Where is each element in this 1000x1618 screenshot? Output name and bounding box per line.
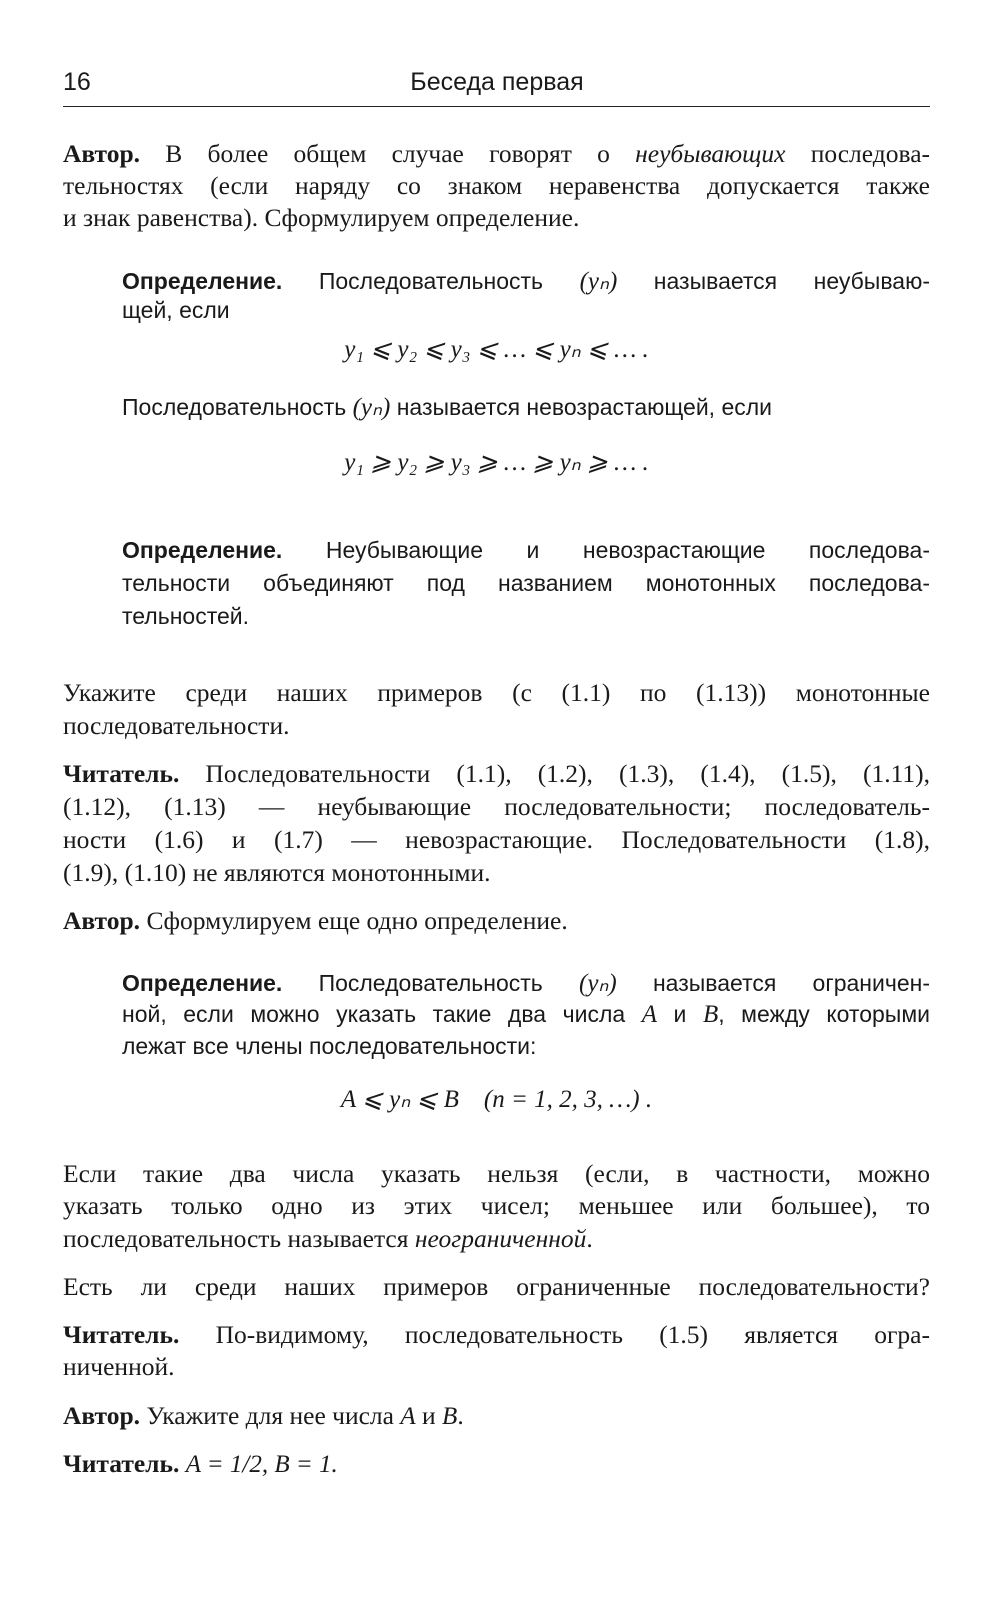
math-expression: B xyxy=(442,1403,458,1430)
text-line xyxy=(63,906,930,938)
text: последовательность называется xyxy=(63,1224,415,1253)
text: ной, если можно указать такие два числа xyxy=(122,1001,642,1027)
text: тельности объединяют под названием монотонных последова- xyxy=(122,570,930,596)
math-expression: (yₙ) xyxy=(579,970,617,997)
text-line xyxy=(122,968,930,1000)
text: и xyxy=(415,1401,443,1430)
math-expression: (yₙ) xyxy=(352,394,391,421)
text-line xyxy=(63,1401,930,1433)
header-rule xyxy=(63,106,930,107)
text: , между которыми xyxy=(718,1001,930,1027)
math-expression: (yₙ) xyxy=(579,268,618,295)
page-number: 16 xyxy=(63,68,91,96)
text: Последовательность xyxy=(282,268,580,294)
text: ности (1.6) и (1.7) — невозрастающие. Последовательности (1.8), xyxy=(63,825,930,854)
emphasis: неограниченной xyxy=(414,1224,587,1253)
text-line xyxy=(63,139,930,171)
text-line xyxy=(122,603,930,635)
speaker-label: Читатель. xyxy=(63,759,180,788)
text: В более общем случае говорят о xyxy=(140,139,636,168)
text: . xyxy=(457,1401,464,1430)
text-line xyxy=(63,1449,930,1481)
running-title: Беседа первая xyxy=(410,68,584,96)
text: щей, если xyxy=(122,297,230,323)
speaker-label: Автор. xyxy=(63,906,141,935)
text: называется невозрастающей, если xyxy=(390,394,773,420)
text: . xyxy=(586,1224,593,1253)
text: Последовательность xyxy=(122,394,353,420)
text-line xyxy=(122,266,930,298)
text: последова- xyxy=(785,139,931,168)
text-line xyxy=(63,171,930,203)
text: последовательности. xyxy=(63,711,290,740)
speaker-label: Автор. xyxy=(63,1401,141,1430)
text: тельностях (если наряду со знаком неравенства допускается также xyxy=(63,171,930,200)
text: Неубывающие и невозрастающие последова- xyxy=(282,537,930,563)
speaker-label: Определение. xyxy=(122,537,283,563)
speaker-label: Определение. xyxy=(122,268,283,294)
text-line xyxy=(63,792,930,824)
math-expression: A xyxy=(641,1001,657,1028)
text: (1.9), (1.10) не являются монотонными. xyxy=(63,858,491,887)
text: и xyxy=(657,1001,703,1027)
text: Последовательности (1.1), (1.2), (1.3), (1.4), (1.5), (1.11), xyxy=(179,759,930,788)
text: указать только одно из этих чисел; меньшее или большее), то xyxy=(63,1191,930,1220)
text-line xyxy=(63,1352,930,1384)
text: Укажите среди наших примеров (с (1.1) по (1.13)) монотонные xyxy=(63,678,930,707)
text-line xyxy=(63,825,930,857)
text: y₁ ⩽ y₂ ⩽ y₃ ⩽ … ⩽ yₙ ⩽ … . xyxy=(344,336,649,363)
text-line xyxy=(63,1224,930,1256)
text-line xyxy=(63,203,930,235)
text-line xyxy=(122,570,930,602)
text: Сформулируем еще одно определение. xyxy=(140,906,568,935)
text: A ⩽ yₙ ⩽ B (n = 1, 2, 3, …) . xyxy=(340,1086,653,1113)
text-line xyxy=(63,678,930,710)
speaker-label: Читатель. xyxy=(63,1320,180,1349)
text-line xyxy=(63,1159,930,1191)
text-line xyxy=(63,1191,930,1223)
speaker-label: Читатель. xyxy=(63,1449,180,1478)
emphasis: неубывающих xyxy=(635,139,786,168)
math-expression: A xyxy=(400,1403,416,1430)
text-line xyxy=(63,1272,930,1304)
speaker-label: Автор. xyxy=(63,139,141,168)
text: Если такие два числа указать нельзя (если, в частности, можно xyxy=(63,1159,930,1188)
text-line xyxy=(63,759,930,791)
text-line xyxy=(63,711,930,743)
text-line xyxy=(122,297,930,329)
text: Последовательность xyxy=(282,970,580,996)
math-expression: B xyxy=(702,1001,719,1028)
text: лежат все члены последовательности: xyxy=(122,1033,537,1059)
text: называется неубываю- xyxy=(617,268,930,294)
formula xyxy=(63,334,930,366)
text: тельностей. xyxy=(122,603,250,629)
text-line xyxy=(122,537,930,569)
text-line xyxy=(63,1320,930,1352)
text: и знак равенства). Сформулируем определение. xyxy=(63,203,580,232)
text-line xyxy=(122,1033,930,1065)
text-line xyxy=(122,1001,930,1033)
text-line xyxy=(63,858,930,890)
text: (1.12), (1.13) — неубывающие последовательности; последователь- xyxy=(63,792,930,821)
text: ниченной. xyxy=(63,1352,175,1381)
text: По-видимому, последовательность (1.5) является огра- xyxy=(179,1320,930,1349)
text: называется ограничен- xyxy=(616,970,930,996)
speaker-label: Определение. xyxy=(122,970,283,996)
formula xyxy=(63,1084,930,1116)
text-line xyxy=(122,392,930,424)
text: y₁ ⩾ y₂ ⩾ y₃ ⩾ … ⩾ yₙ ⩾ … . xyxy=(344,449,649,476)
formula xyxy=(63,447,930,479)
text: Есть ли среди наших примеров ограниченные последовательности? xyxy=(63,1272,930,1301)
text: Укажите для нее числа xyxy=(140,1401,401,1430)
math-expression: A = 1/2, B = 1. xyxy=(185,1451,338,1478)
